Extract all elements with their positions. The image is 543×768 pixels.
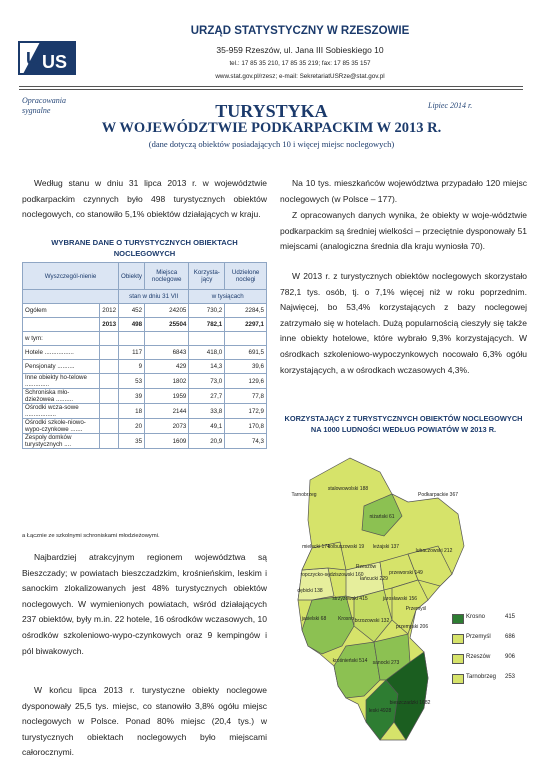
table-cell: 2144 (145, 404, 189, 419)
table-cell: 24205 (145, 304, 189, 318)
table-row (23, 404, 267, 419)
table-subheader: w tysiącach (189, 290, 267, 304)
table-cell: 49,1 (189, 419, 225, 434)
table-header: Korzysta-jący (189, 263, 225, 290)
table-row (23, 332, 267, 346)
map-label: leski 4928 (368, 708, 392, 714)
legend-value: 253 (505, 674, 516, 680)
legend-swatch (452, 634, 464, 644)
map-label: Podkarpackie 367 (417, 492, 459, 498)
page-subtitle: (dane dotyczą obiektów posiadających 10 i więcej miejsc noclegowych) (148, 139, 395, 149)
org-web[interactable]: www.stat.gov.pl/rzesz; e-mail: SekretariatUSRze@stat.gov.pl (215, 73, 385, 80)
map-label: jasielski 68 (301, 616, 327, 622)
table-cell: 498 (119, 318, 145, 332)
row-label: Inne obiekty ho-telowe .............. (23, 374, 100, 389)
page-title: TURYSTYKA (215, 101, 328, 121)
table-footnote: a Łącznie ze szkolnymi schroniskami młodzieżowymi. (22, 533, 160, 539)
table-row (23, 374, 267, 389)
map-label: łańcucki 229 (360, 576, 388, 582)
legend-name: Tarnobrzeg (466, 674, 497, 680)
table-cell: 74,3 (225, 434, 267, 449)
table-cell: 730,2 (189, 304, 225, 318)
row-label: Schroniska mło-dzieżowea .......... (23, 389, 100, 404)
row-label: Zespoły domków turystycznych .... (23, 434, 100, 449)
row-label: Pensjonaty .......... (23, 360, 100, 374)
svg-text:U: U (26, 49, 39, 69)
table-header (23, 290, 119, 304)
table-header: Udzielone noclegi (225, 263, 267, 290)
paragraph: W 2013 r. z turystycznych obiektów noclegowych skorzystało 782,1 tys. osób, tj. o 7,1% więcej niż w roku poprzednim. Najwięcej, bo 53,4% korzystających z bazy noclegowej zatrzymało się w hotelach. Dużą popularnością cieszyły się także inne obiekty hotelowe, które wybrało 9,3% korzystających. W ośrodkach szkoleniowo-wypoczynkowych nocowało 6,3% ogółu korzystających, a w ośrodkach wczasowych 4,3%. (280, 271, 527, 375)
row-year (100, 404, 119, 419)
row-label (23, 318, 100, 332)
legend-value: 686 (505, 634, 516, 640)
map-label: brzozowski 132 (354, 618, 390, 624)
table-cell: 27,7 (189, 389, 225, 404)
data-table (22, 262, 267, 449)
row-year (100, 389, 119, 404)
map-label: mielecki 174 (302, 544, 330, 550)
legend-swatch (452, 674, 464, 684)
table-cell: 73,0 (189, 374, 225, 389)
row-label: Ośrodki wcza-sowe .................. (23, 404, 100, 419)
table-cell: 25504 (145, 318, 189, 332)
header-rule (19, 89, 523, 90)
map-label: bieszczadzki 1682 (389, 700, 431, 706)
table-cell (119, 332, 145, 346)
map-label: przemyski 206 (395, 624, 429, 630)
map-label: ropczycko-sędziszowski 160 (300, 572, 364, 578)
legend-swatch (452, 654, 464, 664)
row-label: w tym: (23, 332, 100, 346)
table-row (23, 389, 267, 404)
table-cell: 418,0 (189, 346, 225, 360)
table-row (23, 360, 267, 374)
table-cell: 129,6 (225, 374, 267, 389)
map-label: lubaczowski 212 (415, 548, 453, 554)
row-year (100, 360, 119, 374)
table-cell: 1959 (145, 389, 189, 404)
table-cell: 2297,1 (225, 318, 267, 332)
row-year: 2013 (100, 318, 119, 332)
org-address: 35-959 Rzeszów, ul. Jana III Sobieskiego 10 (216, 45, 384, 55)
row-year (100, 419, 119, 434)
paragraph: W końcu lipca 2013 r. turystyczne obiekty noclegowe dysponowały 25,5 tys. miejsc, co stanowiło 3,8% ogółu miejsc noclegowych w Polsce. Ponad 80% miejsc (20,4 tys.) w turystycznych obiektach noclegowych było miejscami całorocznymi. (22, 685, 267, 758)
map-label: jarosławski 156 (382, 596, 418, 602)
table-row (23, 318, 267, 332)
table-cell: 39,6 (225, 360, 267, 374)
map-label: stalowowolski 188 (327, 486, 369, 492)
map-label: kolbuszowski 19 (327, 544, 365, 550)
paragraph: Najbardziej atrakcyjnym regionem województwa są Bieszczady; w powiatach bieszczadzkim, krośnieńskim, leskim i sanockim zlokalizowanych jest 48% turystycznych obiektów noclegowych. W wymienionych powiatach, wśród działających 237 obiektów, były m.in. 22 hotele, 16 ośrodków wczasowych, 10 ośrodków szkoleniowo-wypo-czynkowych oraz 9 kempingów i pól biwakowych. (22, 552, 267, 656)
table-cell: 39 (119, 389, 145, 404)
table-cell: 452 (119, 304, 145, 318)
table-cell (189, 332, 225, 346)
legend-name: Krosno (466, 614, 486, 620)
map-label: Przemyśl (405, 606, 427, 612)
table-cell: 2284,5 (225, 304, 267, 318)
table-cell: 20 (119, 419, 145, 434)
table-cell (145, 332, 189, 346)
row-year (100, 374, 119, 389)
table-row (23, 346, 267, 360)
row-year (100, 332, 119, 346)
map-label: krośnieński 514 (332, 658, 368, 664)
table-cell: 18 (119, 404, 145, 419)
map-label: przeworski 149 (389, 570, 423, 576)
table-cell: 782,1 (189, 318, 225, 332)
legend-name: Przemyśl (466, 634, 491, 640)
table-subheader: stan w dniu 31 VII (119, 290, 189, 304)
table-cell: 77,8 (225, 389, 267, 404)
table-cell: 172,9 (225, 404, 267, 419)
legend-name: Rzeszów (466, 654, 491, 660)
map-label: Tarnobrzeg (291, 492, 317, 498)
row-year (100, 434, 119, 449)
publication-date: Lipiec 2014 r. (428, 101, 473, 110)
map-label: strzyżowski 415 (332, 596, 368, 602)
row-year: 2012 (100, 304, 119, 318)
org-name: URZĄD STATYSTYCZNY W RZESZOWIE (190, 25, 410, 37)
series-label: Opracowania sygnalne (22, 96, 66, 115)
table-cell: 6843 (145, 346, 189, 360)
map-label: leżajski 137 (372, 544, 400, 550)
table-cell: 691,5 (225, 346, 267, 360)
map-label: sanocki 273 (372, 660, 400, 666)
map-title: KORZYSTAJĄCY Z TURYSTYCZNYCH OBIEKTÓW NOCLEGOWYCH NA 1000 LUDNOŚCI WEDŁUG POWIATÓW W 2013 R. (284, 414, 523, 434)
map-label: niżański 61 (369, 514, 395, 520)
table-cell (225, 332, 267, 346)
table-cell: 170,8 (225, 419, 267, 434)
svg-text:US: US (42, 52, 68, 72)
table-cell: 1609 (145, 434, 189, 449)
paragraph: Na 10 tys. mieszkańców województwa przypadało 120 miejsc noclegowych (w Polsce – 177). (280, 178, 527, 204)
row-label: Ogółem (23, 304, 100, 318)
table-cell: 33,8 (189, 404, 225, 419)
legend-value: 415 (505, 614, 516, 620)
table-title: WYBRANE DANE O TURYSTYCZNYCH OBIEKTACH NOCLEGOWYCH (51, 238, 238, 258)
us-logo (18, 38, 76, 78)
map-label: dębicki 138 (297, 588, 323, 594)
table-header: Wyszczegól-nienie (23, 263, 119, 290)
row-label: Hotele ................. (23, 346, 100, 360)
table-cell: 35 (119, 434, 145, 449)
table-cell: 2073 (145, 419, 189, 434)
table-row (23, 419, 267, 434)
header-rule (19, 86, 523, 87)
table-header: Miejsca noclegowe (145, 263, 189, 290)
paragraph: Według stanu w dniu 31 lipca 2013 r. w województwie podkarpackim czynnych było 498 turystycznych obiektów noclegowych, co stanowiło 5,1% obiektów działających w kraju. (22, 178, 267, 220)
table-cell: 9 (119, 360, 145, 374)
page-title-line2: W WOJEWÓDZTWIE PODKARPACKIM W 2013 R. (101, 120, 442, 136)
paragraph: Z opracowanych danych wynika, że obiekty w woje-wództwie podkarpackim są średniej wielkości – przeciętnie dysponowały 51 miejscami (analogiczna średnia dla kraju wyniosła 70). (280, 210, 527, 252)
row-label: Ośrodki szkole-niowo-wypo-czynkowe ....... (23, 419, 100, 434)
table-cell: 429 (145, 360, 189, 374)
table-cell: 117 (119, 346, 145, 360)
voivodeship-map (288, 450, 466, 746)
map-label: Rzeszów (355, 564, 377, 570)
org-tel: tel.: 17 85 35 210, 17 85 35 219; fax: 17 85 35 157 (229, 60, 371, 67)
table-row (23, 434, 267, 449)
table-cell: 20,9 (189, 434, 225, 449)
table-cell: 53 (119, 374, 145, 389)
legend-swatch (452, 614, 464, 624)
table-header: Obiekty (119, 263, 145, 290)
table-cell: 14,3 (189, 360, 225, 374)
map-label: Krosno (338, 616, 354, 622)
table-row (23, 304, 267, 318)
row-year (100, 346, 119, 360)
table-cell: 1802 (145, 374, 189, 389)
legend-value: 906 (505, 654, 516, 660)
